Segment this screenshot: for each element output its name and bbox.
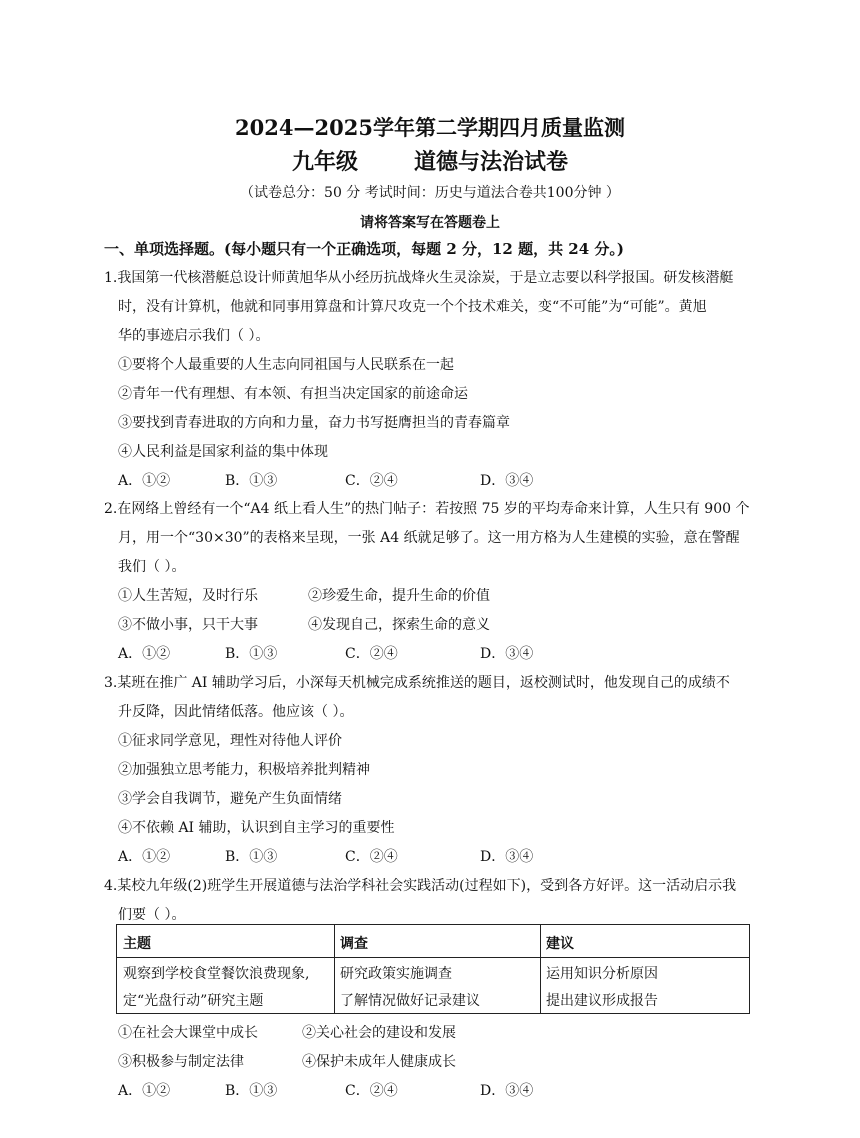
question-4-statement: ①在社会大课堂中成长: [118, 1025, 258, 1041]
question-4-statement: ②关心社会的建设和发展: [302, 1025, 456, 1041]
exam-title: 2024—2025学年第二学期四月质量监测: [235, 115, 625, 140]
question-1-stem-line: 时，没有计算机，他就和同事用算盘和计算尺攻克一个个技术难关，变“不可能”为“可能”。黄旭: [118, 299, 707, 315]
question-1-option-c: C．②④: [345, 473, 398, 489]
question-4-stem-line: 4.某校九年级(2)班学生开展道德与法治学科社会实践活动(过程如下)，受到各方好评。这一活动启示我: [104, 878, 737, 894]
question-2-stem-line: 月，用一个“30×30”的表格来呈现，一张 A4 纸就足够了。这一用方格为人生建模的实验，意在警醒: [118, 530, 740, 546]
question-4-option-a: A．①②: [118, 1083, 171, 1099]
question-3-option-c: C．②④: [345, 849, 398, 865]
question-2-option-d: D．③④: [480, 646, 534, 662]
table-cell: 定“光盘行动”研究主题: [123, 993, 264, 1009]
question-4-statement: ③积极参与制定法律: [118, 1054, 244, 1070]
question-3-option-a: A．①②: [118, 849, 171, 865]
question-1-stem-line: 1.我国第一代核潜艇总设计师黄旭华从小经历抗战烽火生灵涂炭，于是立志要以科学报国。研发核潜艇: [104, 270, 734, 286]
table-header-survey: 调查: [340, 936, 368, 952]
question-1-option-a: A．①②: [118, 473, 171, 489]
table-cell: 提出建议形成报告: [546, 993, 658, 1009]
question-3-statement: ④不依赖 AI 辅助，认识到自主学习的重要性: [118, 820, 395, 836]
question-1-statement: ②青年一代有理想、有本领、有担当决定国家的前途命运: [118, 386, 468, 402]
question-3-statement: ②加强独立思考能力，积极培养批判精神: [118, 762, 370, 778]
question-3-stem-line: 3.某班在推广 AI 辅助学习后，小深每天机械完成系统推送的题目，返校测试时，他发现自己的成绩不: [104, 675, 730, 691]
question-4-stem-line: 们要（ ）。: [118, 907, 186, 923]
section-heading: 一、单项选择题。(每小题只有一个正确选项，每题 2 分，12 题，共 24 分。): [104, 240, 624, 258]
question-1-statement: ③要找到青春进取的方向和力量，奋力书写挺膺担当的青春篇章: [118, 415, 510, 431]
question-2-stem-line: 我们（ ）。: [118, 559, 186, 575]
question-3-stem-line: 升反降，因此情绪低落。他应该（ ）。: [118, 704, 354, 720]
question-3-option-b: B．①③: [225, 849, 278, 865]
question-1-statement: ①要将个人最重要的人生志向同祖国与人民联系在一起: [118, 357, 454, 373]
table-header-suggestion: 建议: [546, 936, 574, 952]
question-4-option-b: B．①③: [225, 1083, 278, 1099]
question-3-statement: ①征求同学意见，理性对待他人评价: [118, 733, 342, 749]
question-1-option-b: B．①③: [225, 473, 278, 489]
question-2-option-c: C．②④: [345, 646, 398, 662]
question-3-statement: ③学会自我调节，避免产生负面情绪: [118, 791, 342, 807]
question-3-option-d: D．③④: [480, 849, 534, 865]
activity-table: [116, 924, 750, 1014]
table-header-topic: 主题: [123, 936, 151, 952]
question-1-statement: ④人民利益是国家利益的集中体现: [118, 444, 328, 460]
question-4-option-d: D．③④: [480, 1083, 534, 1099]
table-header-row: [117, 925, 749, 958]
question-2-stem-line: 2.在网络上曾经有一个“A4 纸上看人生”的热门帖子：若按照 75 岁的平均寿命来计算，人生只有 900 个: [104, 501, 750, 517]
question-2-statement: ②珍爱生命，提升生命的价值: [308, 588, 490, 604]
question-1-stem-line: 华的事迹启示我们（ ）。: [118, 328, 270, 344]
answer-note: 请将答案写在答题卷上: [360, 215, 500, 231]
table-cell: 了解情况做好记录建议: [340, 993, 480, 1009]
table-divider: [334, 925, 335, 1013]
question-2-option-b: B．①③: [225, 646, 278, 662]
question-2-statement: ③不做小事，只干大事: [118, 617, 258, 633]
question-4-option-c: C．②④: [345, 1083, 398, 1099]
question-1-option-d: D．③④: [480, 473, 534, 489]
question-4-statement: ④保护未成年人健康成长: [302, 1054, 456, 1070]
table-cell: 运用知识分析原因: [546, 966, 658, 982]
table-cell: 观察到学校食堂餐饮浪费现象,: [123, 966, 310, 982]
exam-info: （试卷总分：50 分 考试时间：历史与道法合卷共100分钟 ）: [240, 185, 620, 201]
table-cell: 研究政策实施调查: [340, 966, 452, 982]
question-2-statement: ①人生苦短，及时行乐: [118, 588, 258, 604]
question-2-option-a: A．①②: [118, 646, 171, 662]
grade-label: 九年级: [291, 149, 358, 175]
exam-subtitle-line: [0, 145, 860, 176]
table-divider: [540, 925, 541, 1013]
question-2-statement: ④发现自己，探索生命的意义: [308, 617, 490, 633]
subject-label: 道德与法治试卷: [414, 149, 569, 175]
